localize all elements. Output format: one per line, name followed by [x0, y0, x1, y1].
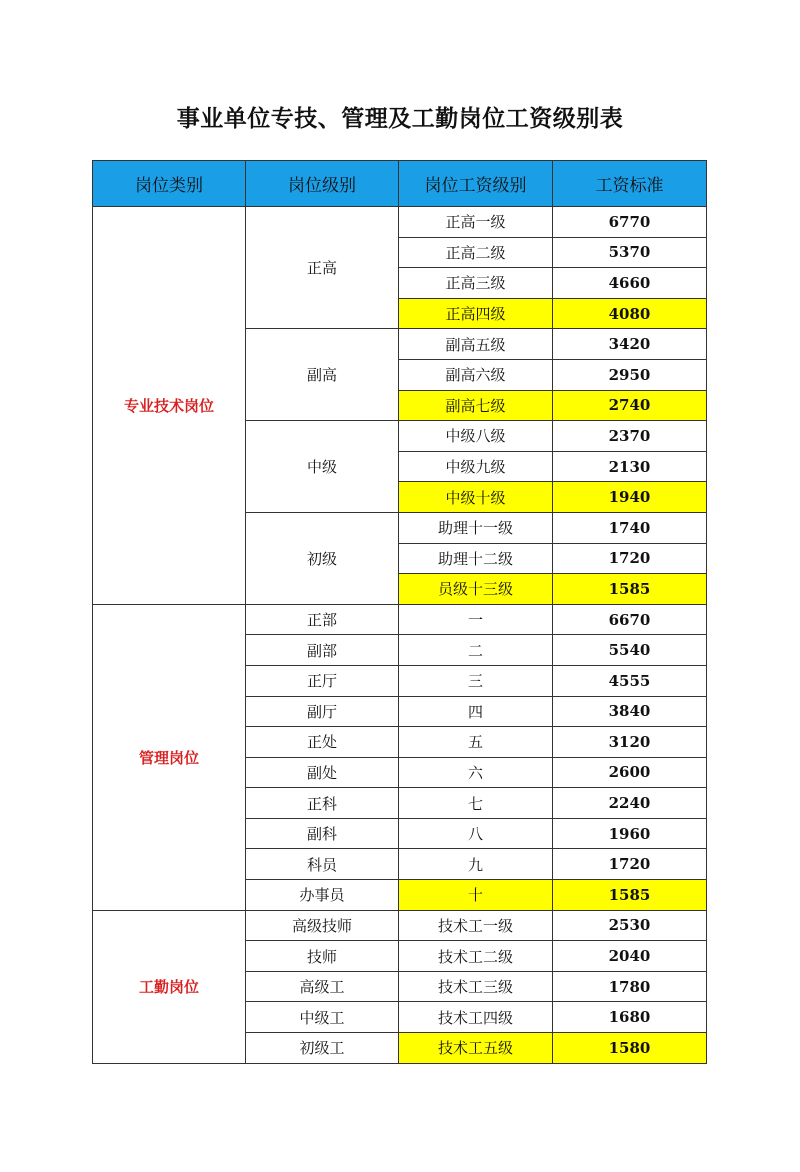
- salary-cell: 4660: [553, 268, 707, 299]
- grade-cell: 技术工五级: [399, 1033, 553, 1064]
- level-cell: 正部: [246, 604, 399, 635]
- salary-cell: 1740: [553, 512, 707, 543]
- grade-cell: 四: [399, 696, 553, 727]
- grade-cell: 员级十三级: [399, 574, 553, 605]
- level-cell: 科员: [246, 849, 399, 880]
- salary-cell: 1720: [553, 543, 707, 574]
- table-body: [93, 207, 707, 1064]
- category-cell: 管理岗位: [93, 604, 246, 910]
- grade-cell: 技术工一级: [399, 910, 553, 941]
- salary-cell: 1680: [553, 1002, 707, 1033]
- grade-cell: 正高二级: [399, 237, 553, 268]
- grade-cell: 中级九级: [399, 451, 553, 482]
- grade-cell: 正高三级: [399, 268, 553, 299]
- grade-cell: 助理十二级: [399, 543, 553, 574]
- level-cell: 副高: [246, 329, 399, 421]
- salary-cell: 2370: [553, 421, 707, 452]
- grade-cell: 三: [399, 665, 553, 696]
- salary-cell: 3120: [553, 727, 707, 758]
- salary-cell: 4080: [553, 298, 707, 329]
- salary-cell: 2740: [553, 390, 707, 421]
- salary-cell: 1780: [553, 971, 707, 1002]
- level-cell: 副处: [246, 757, 399, 788]
- salary-cell: 5540: [553, 635, 707, 666]
- header-level: 岗位级别: [246, 161, 399, 207]
- grade-cell: 七: [399, 788, 553, 819]
- salary-table: [92, 160, 707, 1064]
- grade-cell: 九: [399, 849, 553, 880]
- grade-cell: 助理十一级: [399, 512, 553, 543]
- salary-cell: 1940: [553, 482, 707, 513]
- salary-cell: 2530: [553, 910, 707, 941]
- category-cell: 专业技术岗位: [93, 207, 246, 605]
- salary-cell: 1585: [553, 574, 707, 605]
- level-cell: 高级工: [246, 971, 399, 1002]
- grade-cell: 五: [399, 727, 553, 758]
- header-salary: 工资标准: [553, 161, 707, 207]
- grade-cell: 技术工二级: [399, 941, 553, 972]
- salary-cell: 2240: [553, 788, 707, 819]
- level-cell: 副厅: [246, 696, 399, 727]
- grade-cell: 正高一级: [399, 207, 553, 238]
- grade-cell: 副高七级: [399, 390, 553, 421]
- grade-cell: 副高六级: [399, 359, 553, 390]
- salary-cell: 6770: [553, 207, 707, 238]
- table-row: [93, 910, 707, 941]
- level-cell: 技师: [246, 941, 399, 972]
- salary-cell: 3840: [553, 696, 707, 727]
- level-cell: 副部: [246, 635, 399, 666]
- grade-cell: 八: [399, 818, 553, 849]
- grade-cell: 中级十级: [399, 482, 553, 513]
- salary-cell: 6670: [553, 604, 707, 635]
- grade-cell: 二: [399, 635, 553, 666]
- salary-cell: 5370: [553, 237, 707, 268]
- level-cell: 初级工: [246, 1033, 399, 1064]
- salary-cell: 4555: [553, 665, 707, 696]
- grade-cell: 技术工四级: [399, 1002, 553, 1033]
- table-row: [93, 207, 707, 238]
- salary-cell: 2950: [553, 359, 707, 390]
- grade-cell: 中级八级: [399, 421, 553, 452]
- level-cell: 正处: [246, 727, 399, 758]
- level-cell: 中级工: [246, 1002, 399, 1033]
- grade-cell: 六: [399, 757, 553, 788]
- level-cell: 初级: [246, 512, 399, 604]
- grade-cell: 十: [399, 880, 553, 911]
- salary-cell: 2600: [553, 757, 707, 788]
- salary-cell: 2040: [553, 941, 707, 972]
- level-cell: 正科: [246, 788, 399, 819]
- grade-cell: 正高四级: [399, 298, 553, 329]
- salary-cell: 1585: [553, 880, 707, 911]
- category-cell: 工勤岗位: [93, 910, 246, 1063]
- level-cell: 办事员: [246, 880, 399, 911]
- level-cell: 中级: [246, 421, 399, 513]
- salary-cell: 3420: [553, 329, 707, 360]
- grade-cell: 一: [399, 604, 553, 635]
- level-cell: 高级技师: [246, 910, 399, 941]
- table-header: [93, 161, 707, 207]
- salary-cell: 2130: [553, 451, 707, 482]
- header-category: 岗位类别: [93, 161, 246, 207]
- grade-cell: 技术工三级: [399, 971, 553, 1002]
- salary-cell: 1720: [553, 849, 707, 880]
- salary-cell: 1580: [553, 1033, 707, 1064]
- salary-cell: 1960: [553, 818, 707, 849]
- grade-cell: 副高五级: [399, 329, 553, 360]
- table-row: [93, 604, 707, 635]
- header-grade: 岗位工资级别: [399, 161, 553, 207]
- level-cell: 正高: [246, 207, 399, 329]
- level-cell: 副科: [246, 818, 399, 849]
- page-title: 事业单位专技、管理及工勤岗位工资级别表: [176, 106, 624, 132]
- level-cell: 正厅: [246, 665, 399, 696]
